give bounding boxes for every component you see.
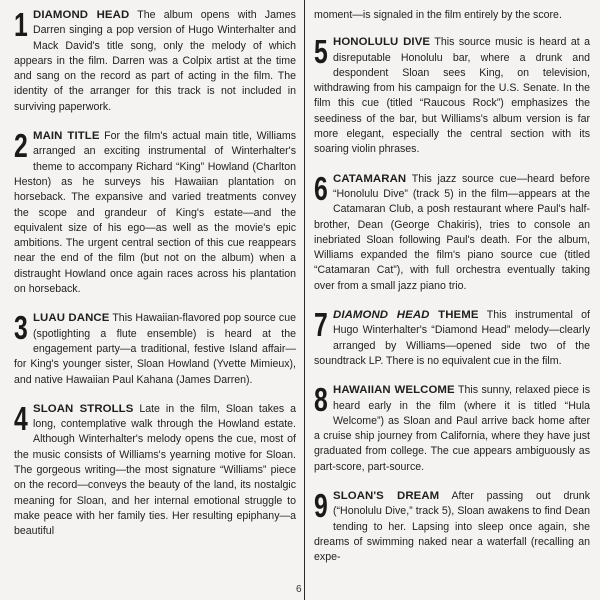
track-entry-2 (14, 129, 296, 297)
track-number: 9 (314, 487, 328, 525)
track-number: 6 (314, 169, 328, 207)
track-title-rest: THEME (429, 309, 479, 322)
track-title (333, 309, 479, 321)
track-entry-4 (14, 399, 296, 540)
track-description: This jazz source cue—heard before “Honolulu Dive” (track 5) in the film—appears at the Catamaran Club, a posh restaurant where Paul's half-brother, Dean (George Chakiris), tries to console an inebriated Sloan following Paul's death. For the album, Williams expanded the film's piano source cue (titled “Catamaran Cat”), with full orchestra eventually taking over from a small jazz piano trio. (314, 172, 590, 292)
track-title: HAWAIIAN WELCOME (333, 384, 455, 397)
track-description: This sunny, relaxed piece is heard early in the film (where it is titled “Hula Welcome”) as Sloan and Paul arrive back home after a cruise ship journey from California, where they have just graduated from college. The cue appears ambiguously as part-score, part-source. (314, 384, 590, 473)
page-number: 6 (296, 584, 302, 595)
track-description: For the film's actual main title, Williams arranged an exciting instrumental of Winterhalter's theme to accompany Richard “King” Howland (Charlton Heston) as he surveys his Hawaiian plantation on horseback. The expansive and varied treatments convey the scope and grandeur of King's estate—and the equivalent size of his ego—as well as the movie's epic ambitions. The urgent central section of this cue reappears near the end of the film (but not on the album) when a distraught Howland once again races across his plantation on horseback. (14, 130, 296, 296)
track-entry-6 (314, 169, 590, 294)
track-number: 2 (14, 127, 28, 165)
continued-text: moment—is signaled in the film entirely by the score. (314, 9, 562, 21)
right-column (314, 8, 590, 580)
track-description: The album opens with James Darren singing a pop version of Hugo Winterhalter and Mack David's title song, only the melody of which appears in the film. Darren was a Colpix artist at the time and sang on the record as part of acting in the film. The identity of the arranger for this track is not included in surviving paperwork. (14, 9, 296, 113)
track-entry-9 (314, 489, 590, 565)
track-entry-8 (314, 383, 590, 475)
track-description: Late in the film, Sloan takes a long, contemplative walk through the Howland estate. Although Winterhalter's melody opens the cue, most of the music consists of Williams's yearning motive for Sloan. The gorgeous writing—the most signature “Williams” piece on the record—conveys the beauty of the land, its nostalgic meaning for Sloan, and her internal emotional struggle to make peace with her family ties. Her resulting epiphany—a beautiful (14, 402, 296, 538)
track-entry-1 (14, 8, 296, 115)
track-title-italic: DIAMOND HEAD (333, 309, 430, 322)
track-title: DIAMOND HEAD (33, 9, 130, 21)
track-title: HONOLULU DIVE (333, 36, 431, 49)
track-number: 5 (314, 33, 328, 71)
track-number: 7 (314, 306, 328, 344)
track-description: This instrumental of Hugo Winterhalter's “Diamond Head” melody—clearly arranged by Williams—opened side two of the soundtrack LP. There is no equivalent cue in the film. (314, 309, 590, 367)
track-title: MAIN TITLE (33, 130, 100, 143)
track-entry-5 (314, 35, 590, 157)
track-title: SLOAN STROLLS (33, 402, 134, 415)
left-column (14, 8, 296, 554)
track-number: 1 (14, 6, 28, 43)
track-number: 4 (14, 399, 28, 437)
column-divider (304, 0, 305, 600)
track-description: After passing out drunk (“Honolulu Dive,” track 5), Sloan awakens to find Dean tending to her. Lapsing into sleep once again, she dreams of swimming naked near a waterfall (recalling an expe- (314, 490, 590, 564)
track-title: SLOAN'S DREAM (333, 490, 440, 503)
track-title: CATAMARAN (333, 172, 407, 185)
track-number: 8 (314, 381, 328, 419)
track-title: LUAU DANCE (33, 312, 110, 325)
track-description: This source music is heard at a disreputable Honolulu bar, where a drunk and despondent Sloan sees King, on television, withdrawing from his campaign for the U.S. Senate. In the film this cue (titled “Raucous Rock”) emphasizes the seediness of the bar, but Williams's album version is far more elegant, especially the central section with its soaring violin phrases. (314, 36, 590, 156)
track-description: This Hawaiian-flavored pop source cue (spotlighting a flute ensemble) is heard at the engagement party—a traditional, festive Island affair—for King's younger sister, Sloan Howland (Yvette Mimieux), and native Hawaiian Paul Kahana (James Darren). (14, 312, 296, 386)
track-entry-7 (314, 308, 590, 369)
track-entry-3 (14, 311, 296, 387)
track-number: 3 (14, 309, 28, 347)
